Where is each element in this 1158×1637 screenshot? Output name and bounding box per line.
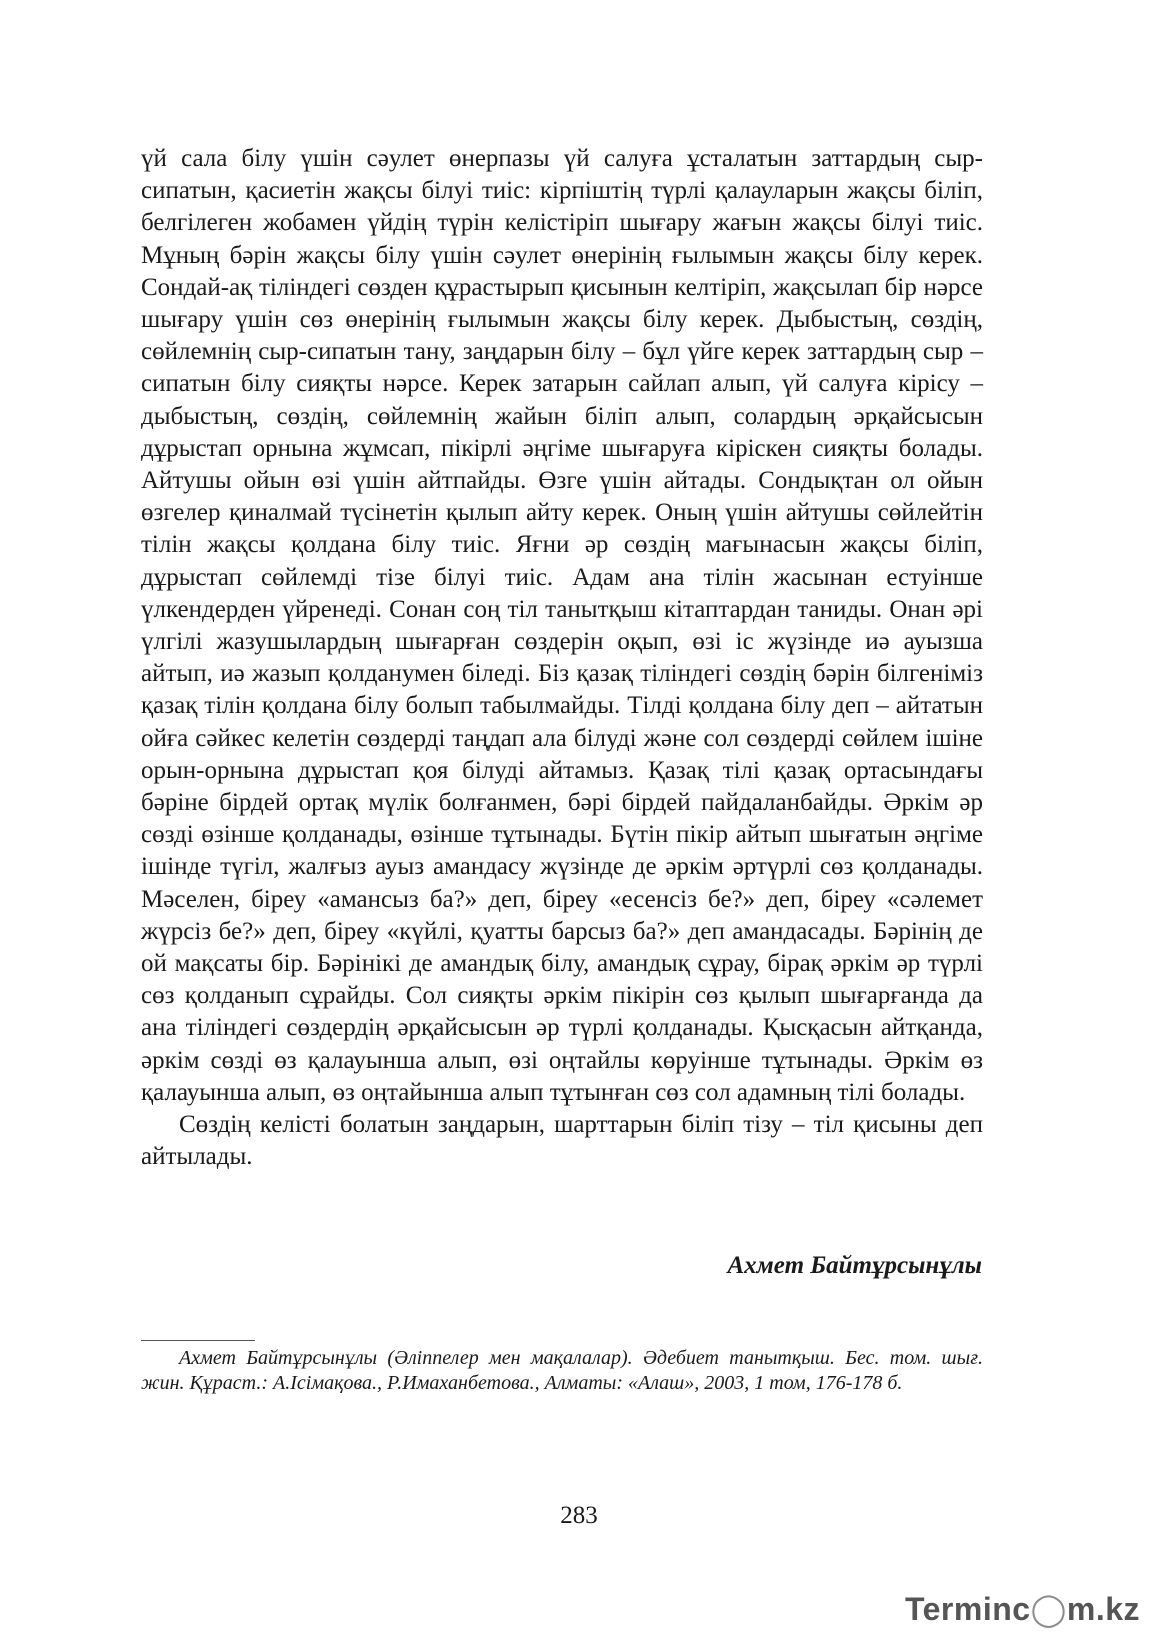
logo-text-3: m.kz [1066, 1591, 1140, 1627]
logo-text-1: ermin [922, 1591, 1013, 1627]
logo-text-2: c [1012, 1591, 1031, 1627]
body-paragraph-1: үй сала білу үшін сәулет өнерпазы үй салуға ұсталатын заттардың сыр-сипатын, қасиетін жақсы білуі тиіс: кірпіштің түрлі қалауларын жақсы біліп, белгілеген жобамен үйдің түрін келістіріп шығару жағын жақсы білуі тиіс. Мұның бәрін жақсы білу үшін сәулет өнерінің ғылымын жақсы білу керек. Сондай-ақ тіліндегі сөзден құрастырып қисынын келтіріп, жақсылап бір нәрсе шығару үшін сөз өнерінің ғылымын жақсы білу керек. Дыбыстың, сөздің, сөйлемнің сыр-сипатын тану, заңдарын білу – бұл үйге керек заттардың сыр –сипатын білу сияқты нәрсе. Керек затарын сайлап алып, үй салуға кірісу – дыбыстың, сөздің, сөйлемнің жайын біліп алып, солардың әрқайсысын дұрыстап орнына жұмсап, пікірлі әңгіме шығаруға кіріскен сияқты болады. Айтушы ойын өзі үшін айтпайды. Өзге үшін айтады. Сондықтан ол ойын өзгелер қиналмай түсінетін қылып айту керек. Оның үшін айтушы сөйлейтін тілін жақсы қолдана білу тиіс. Яғни әр сөздің мағынасын жақсы біліп, дұрыстап сөйлемді тізе білуі тиіс. Адам ана тілін жасынан естуінше үлкендерден үйренеді. Сонан соң тіл танытқыш кітаптардан таниды. Онан әрі үлгілі жазушылардың шығарған сөздерін оқып, өзі іс жүзінде иә ауызша айтып, иә жазып қолданумен біледі. Біз қазақ тіліндегі сөздің бәрін білгеніміз қазақ тілін қолдана білу болып табылмайды. Тілді қолдана білу деп – айтатын ойға сәйкес келетін сөздерді таңдап ала білуді және сол сөздерді сөйлем ішіне орын-орнына дұрыстап қоя білуді айтамыз. Қазақ тілі қазақ ортасындағы бәріне бірдей ортақ мүлік болғанмен, бәрі бірдей пайдаланбайды. Әркім әр сөзді өзінше қолданады, өзінше тұтынады. Бүтін пікір айтып шығатын әңгіме ішінде түгіл, жалғыз ауыз амандасу жүзінде де әркім әртүрлі сөз қолданады. Мәселен, біреу «амансыз ба?» деп, біреу «есенсіз бе?» деп, біреу «сәлемет жүрсіз бе?» деп, біреу «күйлі, қуатты барсыз ба?» деп амандасады. Бәрінің де ой мақсаты бір. Бәрінікі де амандық білу, амандық сұрау, бірақ әркім әр түрлі сөз қолданып сұрайды. Сол сияқты әркім пікірін сөз қылып шығарғанда да ана тіліндегі сөздердің әрқайсысын әр түрлі қолданады. Қысқасын айтқанда, әркім сөзді өз қалауынша алып, өзі оңтайлы көруінше тұтынады. Әркім өз қалауынша алып, өз оңтайынша алып тұтынған сөз сол адамның тілі болады. [141, 145, 983, 1106]
page-number: 283 [560, 1502, 598, 1529]
logo-letter-t: T [904, 1591, 923, 1627]
termincom-logo [905, 1590, 1140, 1628]
body-paragraph-2: Сөздің келісті болатын заңдарын, шарттарын біліп тізу – тіл қисыны деп айтылады. [141, 1111, 983, 1171]
footnote-divider [141, 1340, 255, 1341]
footnote: Ахмет Байтұрсынұлы (Әліппелер мен мақалалар). Әдебиет танытқыш. Бес. том. шығ. жин. Құраст.: А.Ісімақова., Р.Имаханбетова., Алматы: «Алаш», 2003, 1 том, 176-178 б. [141, 1347, 983, 1394]
magnifier-icon: ◯ [1030, 1591, 1067, 1627]
author-signature: Ахмет Байтұрсынұлы [727, 1252, 982, 1279]
main-text [141, 143, 983, 1174]
